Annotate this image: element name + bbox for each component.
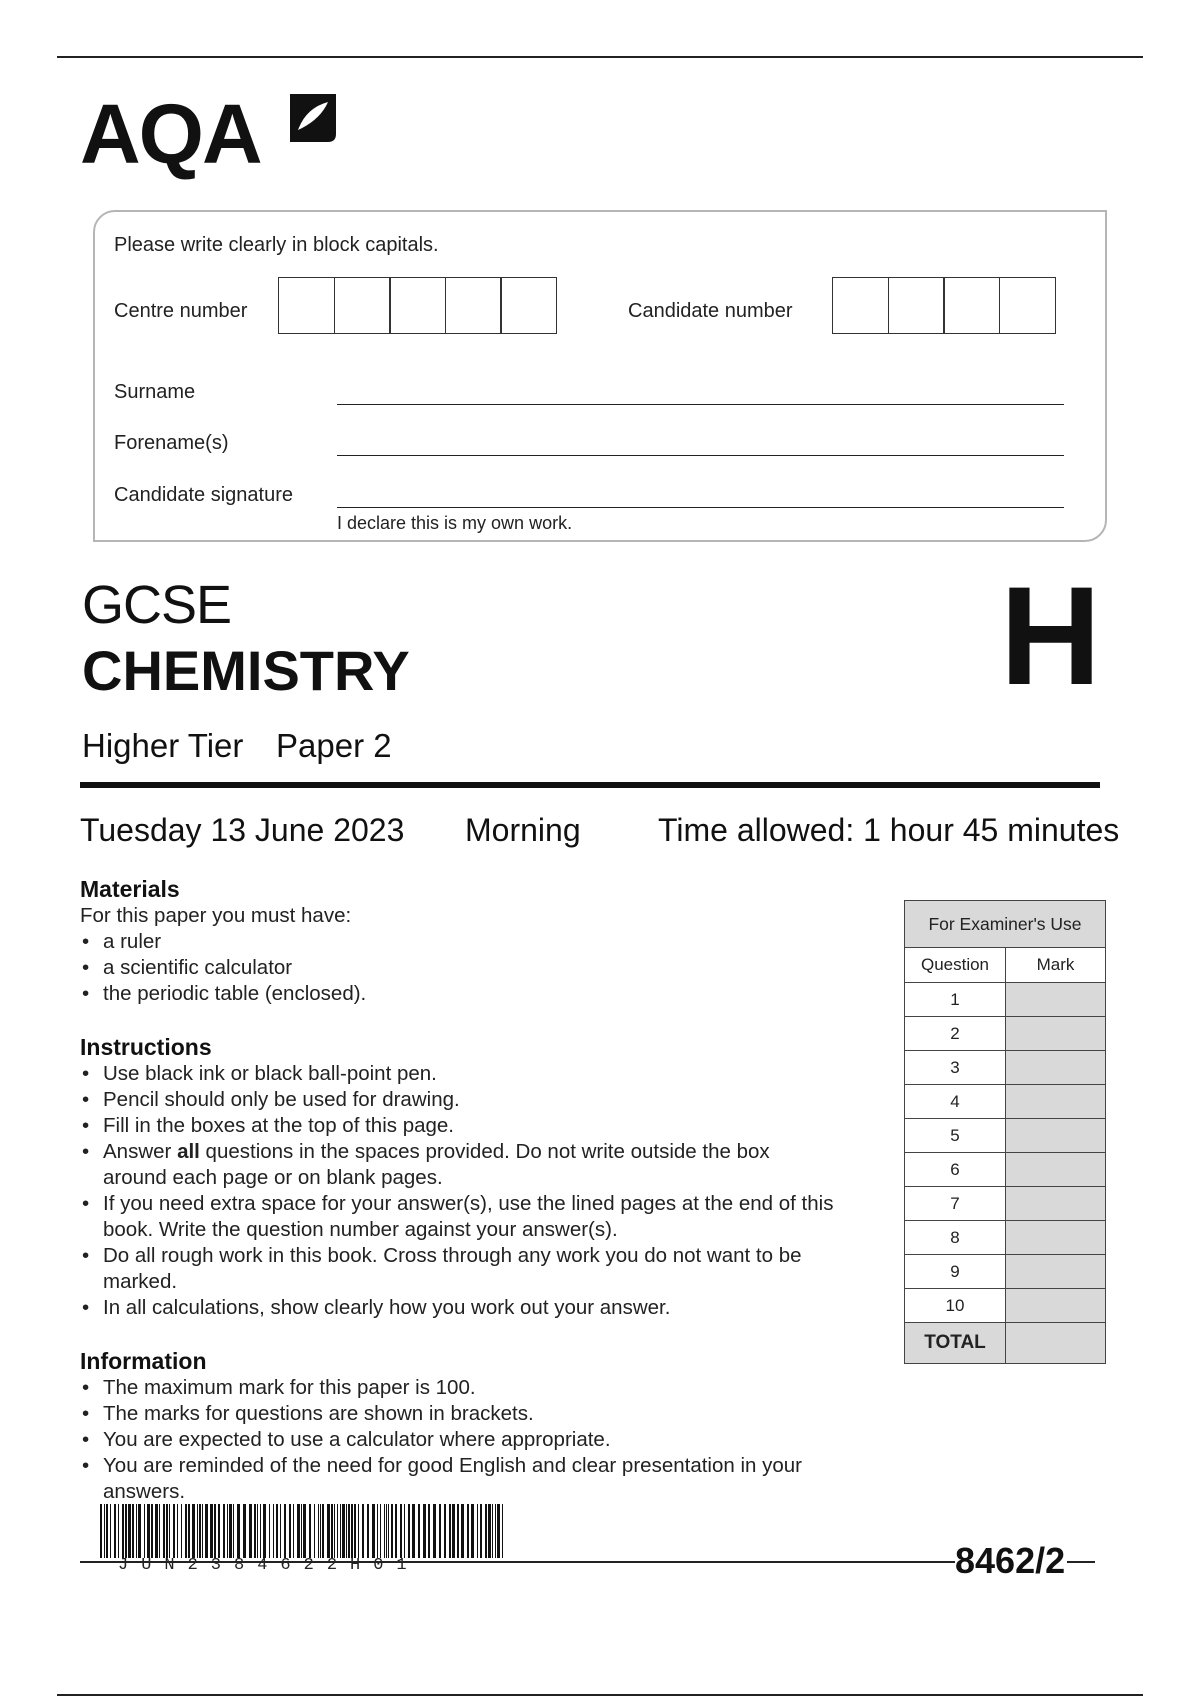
question-number: 8 [905,1221,1006,1255]
barcode-bar [322,1504,324,1558]
barcode-bar [461,1504,464,1558]
question-number: 7 [905,1187,1006,1221]
barcode-bar [367,1504,369,1558]
barcode-bar [351,1504,353,1558]
barcode-bar [485,1504,487,1558]
list-item: • The maximum mark for this paper is 100. [82,1376,476,1399]
list-item: • The marks for questions are shown in brackets. [82,1402,534,1425]
barcode-bar [358,1504,359,1558]
mark-cell [1006,983,1106,1017]
question-number: 9 [905,1255,1006,1289]
barcode-bar [391,1504,393,1558]
block-capitals-instruction: Please write clearly in block capitals. [114,234,439,256]
barcode-bar [309,1504,311,1558]
materials-section [80,903,900,1007]
barcode-bar [243,1504,246,1558]
barcode-bar [185,1504,187,1558]
centre-digit-box[interactable] [389,277,446,334]
mark-cell [1006,1289,1106,1323]
barcode-bar [227,1504,228,1558]
forename-label: Forename(s) [114,432,229,454]
signature-label: Candidate signature [114,484,294,506]
barcode-bar [457,1504,459,1558]
list-item: • Do all rough work in this book. Cross through any work you do not want to be marked. [82,1244,802,1293]
tier-letter: H [1000,557,1102,714]
barcode-bar [254,1504,256,1558]
surname-label: Surname [114,381,196,403]
centre-number-boxes[interactable] [278,277,556,334]
barcode-bar [169,1504,170,1558]
candidate-number-label: Candidate number [628,300,793,322]
barcode-bar [467,1504,469,1558]
barcode-bar [136,1504,137,1558]
barcode-bar [273,1504,274,1558]
list-item: • the periodic table (enclosed). [82,982,367,1005]
barcode-bar [205,1504,208,1558]
barcode-bar [439,1504,441,1558]
mark-cell [1006,1085,1106,1119]
barcode-bar [495,1504,496,1558]
qualification-title: GCSE [82,575,232,635]
mark-column-header: Mark [1006,948,1106,983]
barcode-bar [233,1504,234,1558]
barcode-bar [386,1504,387,1558]
barcode-bar [477,1504,478,1558]
surname-line[interactable] [337,404,1064,405]
question-column-header: Question [905,948,1006,983]
mark-cell [1006,1119,1106,1153]
barcode-bar [257,1504,258,1558]
barcode-bar [452,1504,455,1558]
barcode-bar [177,1504,178,1558]
barcode-bar [337,1504,338,1558]
barcode-bar [249,1504,252,1558]
barcode-bar [395,1504,397,1558]
centre-number-label: Centre number [114,300,248,322]
barcode-bar [423,1504,426,1558]
barcode-bar [284,1504,286,1558]
barcode-bar [138,1504,141,1558]
information-section [80,1375,870,1505]
barcode-bar [377,1504,378,1558]
barcode-bar [408,1504,410,1558]
exam-date: Tuesday 13 June 2023 [80,812,405,848]
barcode-bar [197,1504,198,1558]
list-item: • a ruler [82,930,162,953]
centre-digit-box[interactable] [500,277,557,334]
candidate-digit-box[interactable] [999,277,1056,334]
mark-cell [1006,1187,1106,1221]
barcode-bar [192,1504,195,1558]
list-item: • You are expected to use a calculator where appropriate. [82,1428,611,1451]
barcode-bar [348,1504,350,1558]
barcode-bar [384,1504,385,1558]
barcode-bar [118,1504,119,1558]
instructions-heading: Instructions [80,1034,212,1060]
list-item: • Pencil should only be used for drawing. [82,1088,460,1111]
barcode-bar [449,1504,451,1558]
barcode-bar [388,1504,389,1558]
centre-digit-box[interactable] [278,277,335,334]
barcode-bar [289,1504,291,1558]
paper-label: Paper 2 [276,727,392,764]
barcode-bar [166,1504,168,1558]
question-number: 1 [905,983,1006,1017]
barcode-bar [372,1504,375,1558]
barcode-bar [433,1504,436,1558]
forename-line[interactable] [337,455,1064,456]
examiners-use-table [904,900,1106,1364]
list-item: • Answer all questions in the spaces provided. Do not write outside the box around each page or on blank pages. [82,1140,770,1189]
barcode-bar [404,1504,405,1558]
barcode-bar [380,1504,381,1558]
barcode-bar [159,1504,160,1558]
barcode-bar [444,1504,446,1558]
barcode-bar [151,1504,153,1558]
aqa-logo: AQA [80,87,261,181]
candidate-digit-box[interactable] [943,277,1000,334]
time-allowed: Time allowed: 1 hour 45 minutes [658,812,1120,848]
declaration-text: I declare this is my own work. [337,513,573,533]
barcode-bar [301,1504,302,1558]
barcode-bar [269,1504,270,1558]
subject-title: CHEMISTRY [82,639,410,702]
barcode-bar [144,1504,145,1558]
barcode-bar [320,1504,321,1558]
total-label: TOTAL [905,1323,1006,1364]
barcode-bar [318,1504,319,1558]
barcode-bar [412,1504,415,1558]
barcode-bar [181,1504,182,1558]
question-number: 5 [905,1119,1006,1153]
question-number: 2 [905,1017,1006,1051]
question-number: 4 [905,1085,1006,1119]
barcode-bar [214,1504,216,1558]
barcode-bar [480,1504,482,1558]
barcode-bar [342,1504,345,1558]
mark-cell [1006,1255,1106,1289]
centre-digit-box[interactable] [334,277,391,334]
mark-cell [1006,1153,1106,1187]
barcode-bar [327,1504,330,1558]
barcode-bar [125,1504,127,1558]
barcode-bar [132,1504,134,1558]
question-number: 10 [905,1289,1006,1323]
barcode-bar [263,1504,266,1558]
barcode-bar [303,1504,306,1558]
barcode-bar [418,1504,420,1558]
aqa-logo-mark-icon [284,90,340,146]
signature-line[interactable] [337,507,1064,508]
candidate-digit-box[interactable] [888,277,945,334]
barcode-bar [497,1504,500,1558]
barcode-bar [334,1504,335,1558]
barcode-bar [202,1504,203,1558]
barcode-bar [147,1504,150,1558]
instructions-section [80,1061,870,1321]
list-item: • Use black ink or black ball-point pen. [82,1062,437,1085]
exam-session: Morning [465,812,581,848]
barcode-bar [331,1504,333,1558]
barcode-bar [188,1504,190,1558]
barcode-bar [163,1504,165,1558]
question-number: 3 [905,1051,1006,1085]
list-item: • In all calculations, show clearly how you work out your answer. [82,1296,671,1319]
barcode-bar [471,1504,474,1558]
barcode-text: JUN2384622H01 [118,1556,420,1575]
question-number: 6 [905,1153,1006,1187]
barcode-bar [155,1504,158,1558]
tier-label: Higher Tier [82,727,244,764]
materials-heading: Materials [80,876,180,902]
barcode-bar [488,1504,491,1558]
barcode-bar [199,1504,201,1558]
paper-code: 8462/2 [955,1540,1066,1581]
barcode-bar [128,1504,131,1558]
barcode-bar [110,1504,111,1558]
total-mark-cell [1006,1323,1106,1364]
title-divider [80,782,1100,788]
bottom-rule [57,1694,1143,1696]
mark-cell [1006,1221,1106,1255]
barcode-bar [122,1504,124,1558]
mark-cell [1006,1051,1106,1085]
barcode-bar [297,1504,300,1558]
barcode-bar [210,1504,213,1558]
barcode-bar [218,1504,220,1558]
examiners-use-title: For Examiner's Use [905,901,1106,948]
list-item: • a scientific calculator [82,956,293,979]
barcode-bar [492,1504,493,1558]
barcode-bar [400,1504,402,1558]
barcode-bar [428,1504,430,1558]
barcode-bar [114,1504,116,1558]
barcode-bar [237,1504,240,1558]
list-item: • Fill in the boxes at the top of this page. [82,1114,454,1137]
list-item: • You are reminded of the need for good English and clear presentation in your answers. [82,1454,802,1503]
top-rule [57,56,1143,58]
barcode-bar [362,1504,364,1558]
barcode-bar [340,1504,341,1558]
candidate-number-boxes[interactable] [832,277,1054,334]
barcode-bar [314,1504,315,1558]
materials-intro: For this paper you must have: [80,904,352,927]
barcode-bar [173,1504,175,1558]
barcode-bar [260,1504,261,1558]
barcode-bar [276,1504,278,1558]
barcode-bar [229,1504,232,1558]
mark-cell [1006,1017,1106,1051]
barcode-bar [100,1504,102,1558]
barcode-bar [223,1504,225,1558]
barcode-bar [346,1504,347,1558]
centre-digit-box[interactable] [445,277,502,334]
barcode-bar [502,1504,503,1558]
list-item: • If you need extra space for your answer(s), use the lined pages at the end of this book. Write the question number against your answer(s). [82,1192,834,1241]
barcode-bar [293,1504,294,1558]
barcode-bar [104,1504,105,1558]
information-heading: Information [80,1348,207,1374]
barcode-bar [280,1504,281,1558]
candidate-digit-box[interactable] [832,277,889,334]
barcode-graphic [98,1504,508,1558]
barcode-bar [106,1504,108,1558]
barcode-bar [354,1504,356,1558]
